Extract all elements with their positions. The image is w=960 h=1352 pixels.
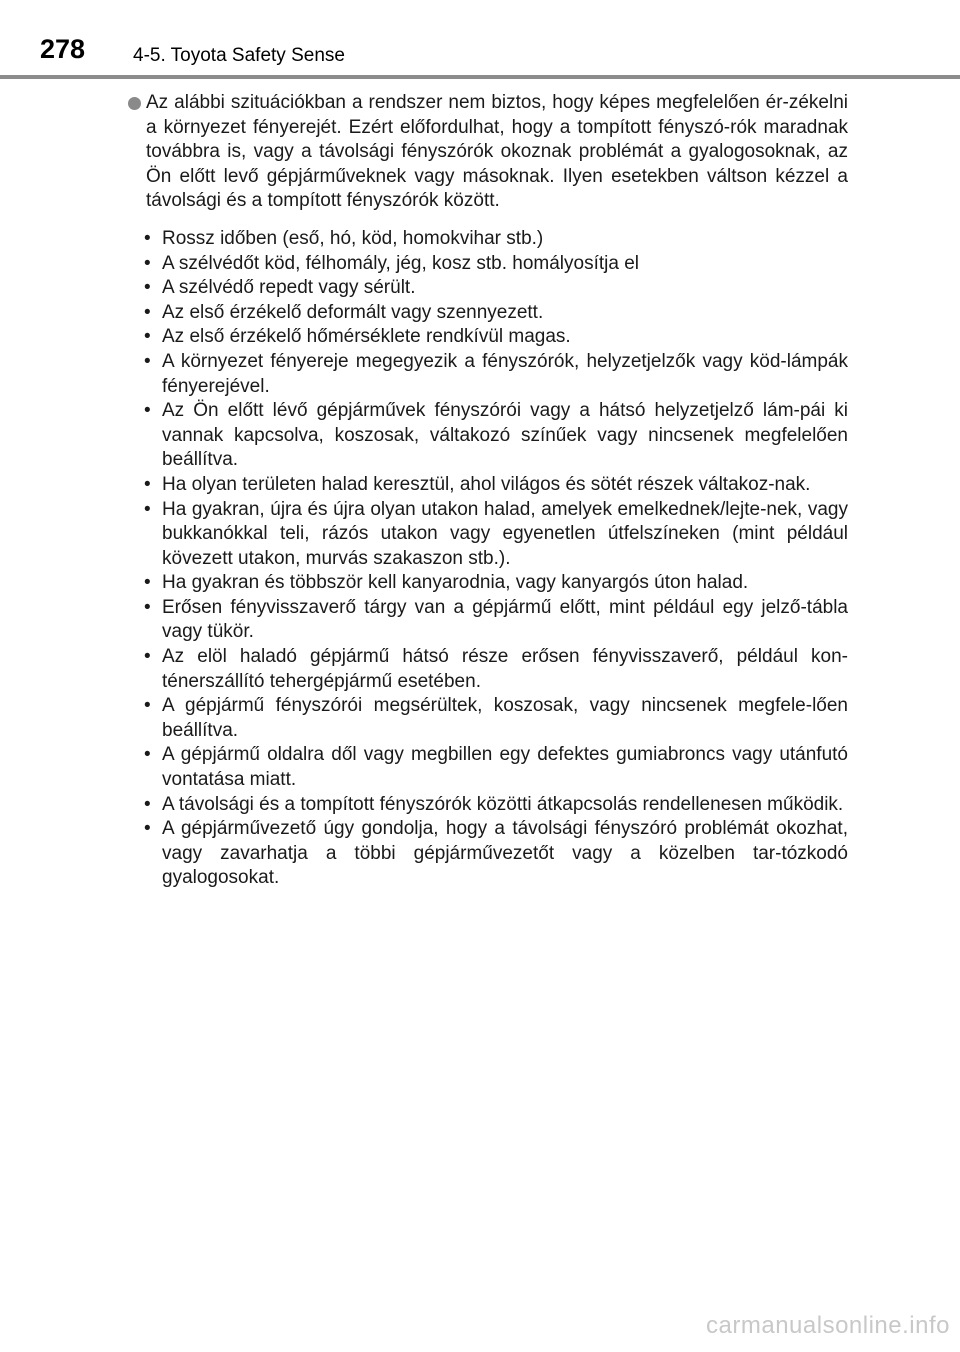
list-item <box>128 498 848 572</box>
list-item <box>128 325 848 350</box>
bullet-icon: • <box>144 572 151 594</box>
bullet-icon: • <box>144 793 151 815</box>
list-item-text: Az első érzékelő hőmérséklete rendkívül magas. <box>162 326 571 348</box>
intro-text: Az alábbi szituációkban a rendszer nem biztos, hogy képes megfelelően ér-zékelni a környezet fényerejét. Ezért előfordulhat, hogy a tompított fényszó-rók maradnak továbbra is, vagy a távolsági fényszórók okoznak problémát a gyalogosoknak, az Ön előtt levő gépjárműveknek vagy másoknak. Ilyen esetekben váltson kézzel a távolsági és a tompított fényszórók között. <box>146 92 848 212</box>
watermark-text: carmanualsonline.info <box>706 1312 950 1339</box>
list-item-text: A gépjárművezető úgy gondolja, hogy a távolsági fényszóró problémát okozhat, vagy zavarhatja a többi gépjárművezetőt vagy a közelben tar-tózkodó gyalogosokat. <box>162 818 848 889</box>
header-divider <box>0 75 960 79</box>
bullet-icon: • <box>144 473 151 495</box>
list-item-text: Az elöl haladó gépjármű hátsó része erősen fényvisszaverő, például kon-ténerszállító tehergépjármű esetében. <box>162 646 848 692</box>
list-item-text: A távolsági és a tompított fényszórók közötti átkapcsolás rendellenesen működik. <box>162 793 844 815</box>
bullet-icon: • <box>144 326 151 348</box>
list-item-text: Ha gyakran és többször kell kanyarodnia, vagy kanyargós úton halad. <box>162 572 749 594</box>
list-item <box>128 694 848 743</box>
list-item-text: Ha olyan területen halad keresztül, ahol világos és sötét részek váltakoz-nak. <box>162 473 811 495</box>
bullet-icon: • <box>144 400 151 422</box>
list-item <box>128 276 848 301</box>
bullet-icon: • <box>144 350 151 372</box>
list-item-text: Rossz időben (eső, hó, köd, homokvihar stb.) <box>162 227 544 249</box>
list-item-text: A környezet fényereje megegyezik a fényszórók, helyzetjelzők vagy köd-lámpák fényerejével. <box>162 350 848 397</box>
page-header <box>0 0 960 80</box>
bullet-icon: • <box>144 744 151 766</box>
list-item <box>128 793 848 818</box>
list-item <box>128 596 848 645</box>
list-item <box>128 399 848 473</box>
list-item <box>128 473 848 498</box>
condition-list <box>128 227 848 891</box>
list-item <box>128 817 848 891</box>
bullet-icon: • <box>144 818 151 840</box>
bullet-icon: • <box>144 695 151 717</box>
list-item <box>128 571 848 596</box>
circle-bullet-icon <box>128 97 141 110</box>
list-item-text: A gépjármű oldalra dől vagy megbillen egy defektes gumiabroncs vagy utánfutó vontatása miatt. <box>162 744 848 791</box>
page-number: 278 <box>40 34 86 64</box>
list-item <box>128 645 848 694</box>
bullet-icon: • <box>144 646 151 668</box>
bullet-icon: • <box>144 301 151 323</box>
page-content <box>128 91 848 891</box>
list-item-text: Erősen fényvisszaverő tárgy van a gépjármű előtt, mint például egy jelző-tábla vagy tükör. <box>162 596 848 643</box>
list-item-text: Ha gyakran, újra és újra olyan utakon halad, amelyek emelkednek/lejte-nek, vagy bukkanókkal teli, rázós utakon vagy egyenetlen útfelszíneken (mint például kövezett utakon, murvás szakaszon stb.). <box>162 498 848 569</box>
section-title: 4-5. Toyota Safety Sense <box>133 45 345 66</box>
list-item <box>128 350 848 399</box>
intro-paragraph <box>128 91 848 214</box>
list-item <box>128 743 848 792</box>
list-item-text: Az Ön előtt lévő gépjárművek fényszórói vagy a hátsó helyzetjelző lám-pái ki vannak kapcsolva, koszosak, váltakozó színűek vagy nincsenek megfelelően beállítva. <box>162 400 848 471</box>
list-item-text: Az első érzékelő deformált vagy szennyezett. <box>162 301 544 323</box>
bullet-icon: • <box>144 498 151 520</box>
bullet-icon: • <box>144 227 151 249</box>
list-item-text: A szélvédőt köd, félhomály, jég, kosz stb. homályosítja el <box>162 252 639 274</box>
list-item-text: A gépjármű fényszórói megsérültek, koszosak, vagy nincsenek megfele-lően beállítva. <box>162 695 848 741</box>
list-item-text: A szélvédő repedt vagy sérült. <box>162 277 416 299</box>
list-item <box>128 227 848 252</box>
bullet-icon: • <box>144 596 151 618</box>
bullet-icon: • <box>144 252 151 274</box>
bullet-icon: • <box>144 277 151 299</box>
list-item <box>128 301 848 326</box>
list-item <box>128 252 848 277</box>
